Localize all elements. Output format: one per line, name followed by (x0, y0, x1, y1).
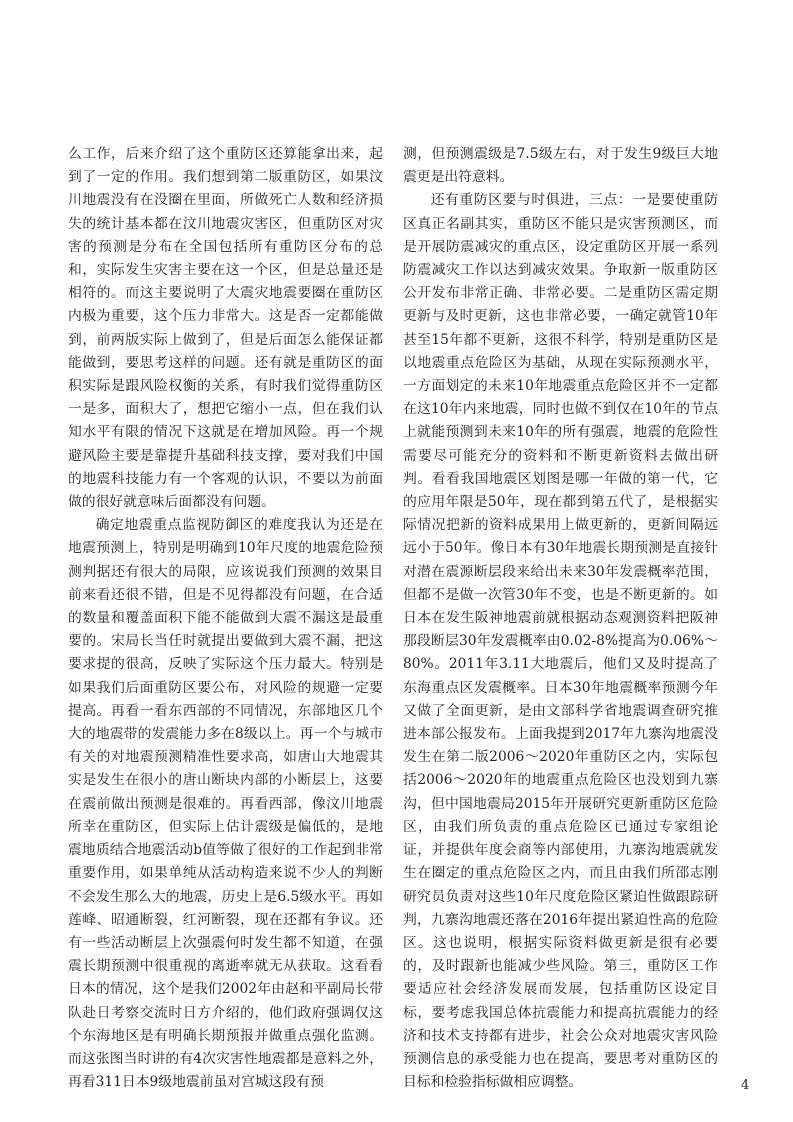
left-column (68, 143, 383, 1094)
left-paragraph-1: 么工作，后来介绍了这个重防区还算能拿出来，起到了一定的作用。我们想到第二版重防区，如果汶川地震没有在没圈在里面，所做死亡人数和经济损失的统计基本都在汶川地震灾害区，但重防区对灾害的预测是分布在全国包括所有重防区分布的总和，实际发生灾害主要在这一个区，但是总量还是相符的。而这主要说明了大震灾地震要圈在重防区内极为重要，这个压力非常大。这是否一定都能做到，前两版实际上做到了，但是后面怎么能保证都能做到，要思考这样的问题。还有就是重防区的面积实际是跟风险权衡的关系，有时我们觉得重防区一是多，面积大了，想把它缩小一点，但在我们认知水平有限的情况下这就是在增加风险。再一个规避风险主要是靠提升基础科技支撑，要对我们中国的地震科技能力有一个客观的认识，不要以为前面做的很好就意味后面都没有问题。 (68, 146, 383, 511)
page-number: 4 (741, 1078, 750, 1093)
left-paragraph-2: 确定地震重点监视防御区的难度我认为还是在地震预测上，特别是明确到10年尺度的地震危险预测判据还有很大的局限，应该说我们预测的效果目前来看还很不错，但是不见得都没有问题，在合适的数量和覆盖面积下能不能做到大震不漏这是最重要的。宋局长当任时就提出要做到大震不漏，把这要求提的很高，反映了实际这个压力最大。特别是如果我们后面重防区要公布，对风险的规避一定要提高。再看一看东西部的不同情况，东部地区几个大的地震带的发震能力多在8级以上。再一个与城市有关的对地震预测精准性要求高，如唐山大地震其实是发生在很小的唐山断块内部的小断层上，这要在震前做出预测是很难的。再看西部，像汶川地震所幸在重防区，但实际上估计震级是偏低的，是地震地质结合地震活动b值等做了很好的工作起到非常重要作用，如果单纯从活动构造来说不少人的判断不会发生那么大的地震，历史上是6.5级水平。再如莲峰、昭通断裂，红河断裂，现在还都有争议。还有一些活动断层上次强震何时发生都不知道，在强震长期预测中很重视的离逝率就无从获取。这看看日本的情况，这个是我们2002年由赵和平副局长带队赴日考察交流时日方介绍的，他们政府强调仅这个东海地区是有明确长期预报并做重点强化监测。而这张图当时讲的有4次灾害性地震都是意料之外，再看311日本9级地震前虽对宫城这段有预 (68, 517, 383, 1091)
right-paragraph-2: 还有重防区要与时俱进，三点：一是要使重防区真正名副其实，重防区不能只是灾害预测区，而是开展防震减灾的重点区，设定重防区开展一系列防震减灾工作以达到减灾效果。争取新一版重防区公开发布非常正确、非常必要。二是重防区需定期更新与及时更新，这也非常必要，一确定就管10年甚至15年都不更新，这很不科学，特别是重防区是以地震重点危险区为基础，从现在实际预测水平，一方面划定的未来10年地震重点危险区并不一定都在这10年内来地震，同时也做不到仅在10年的节点上就能预测到未来10年的所有强震，地震的危险性需要尽可能充分的资料和不断更新资料去做出研判。看看我国地震区划图是哪一年做的第一代，它的应用年限是50年，现在都到第五代了，是根据实际情况把新的资料成果用上做更新的，更新间隔远远小于50年。像日本有30年地震长期预测是直接针对潜在震源断层段来给出未来30年发震概率范围，但都不是做一次管30年不变，也是不断更新的。如日本在发生阪神地震前就根据动态观测资料把阪神那段断层30年发震概率由0.02-8%提高为0.06%～80%。2011年3.11大地震后，他们又及时提高了东海重点区发震概率。日本30年地震概率预测今年又做了全面更新，是由文部科学省地震调查研究推进本部公报发布。上面我提到2017年九寨沟地震没发生在第二版2006～2020年重防区之内，实际包括2006～2020年的地震重点危险区也没划到九寨沟，但中国地震局2015年开展研究更新重防区危险区，由我们所负责的重点危险区已通过专家组论证，并提供年度会商等内部使用，九寨沟地震就发生在圈定的重点危险区之内，而且由我们所邵志刚研究员负责对这些10年尺度危险区紧迫性做跟踪研判，九寨沟地震还落在2016年提出紧迫性高的危险区。这也说明，根据实际资料做更新是很有必要的，及时跟新也能减少些风险。第三，重防区工作要适应社会经济发展而发展，包括重防区设定目标，要考虑我国总体抗震能力和提高抗震能力的经济和技术支持都有进步，社会公众对地震灾害风险预测信息的承受能力也在提高，要思考对重防区的目标和检验指标做相应调整。 (403, 192, 718, 1091)
right-paragraph-1: 测，但预测震级是7.5级左右，对于发生9级巨大地震更是出符意料。 (403, 146, 718, 186)
right-column (403, 143, 718, 1094)
